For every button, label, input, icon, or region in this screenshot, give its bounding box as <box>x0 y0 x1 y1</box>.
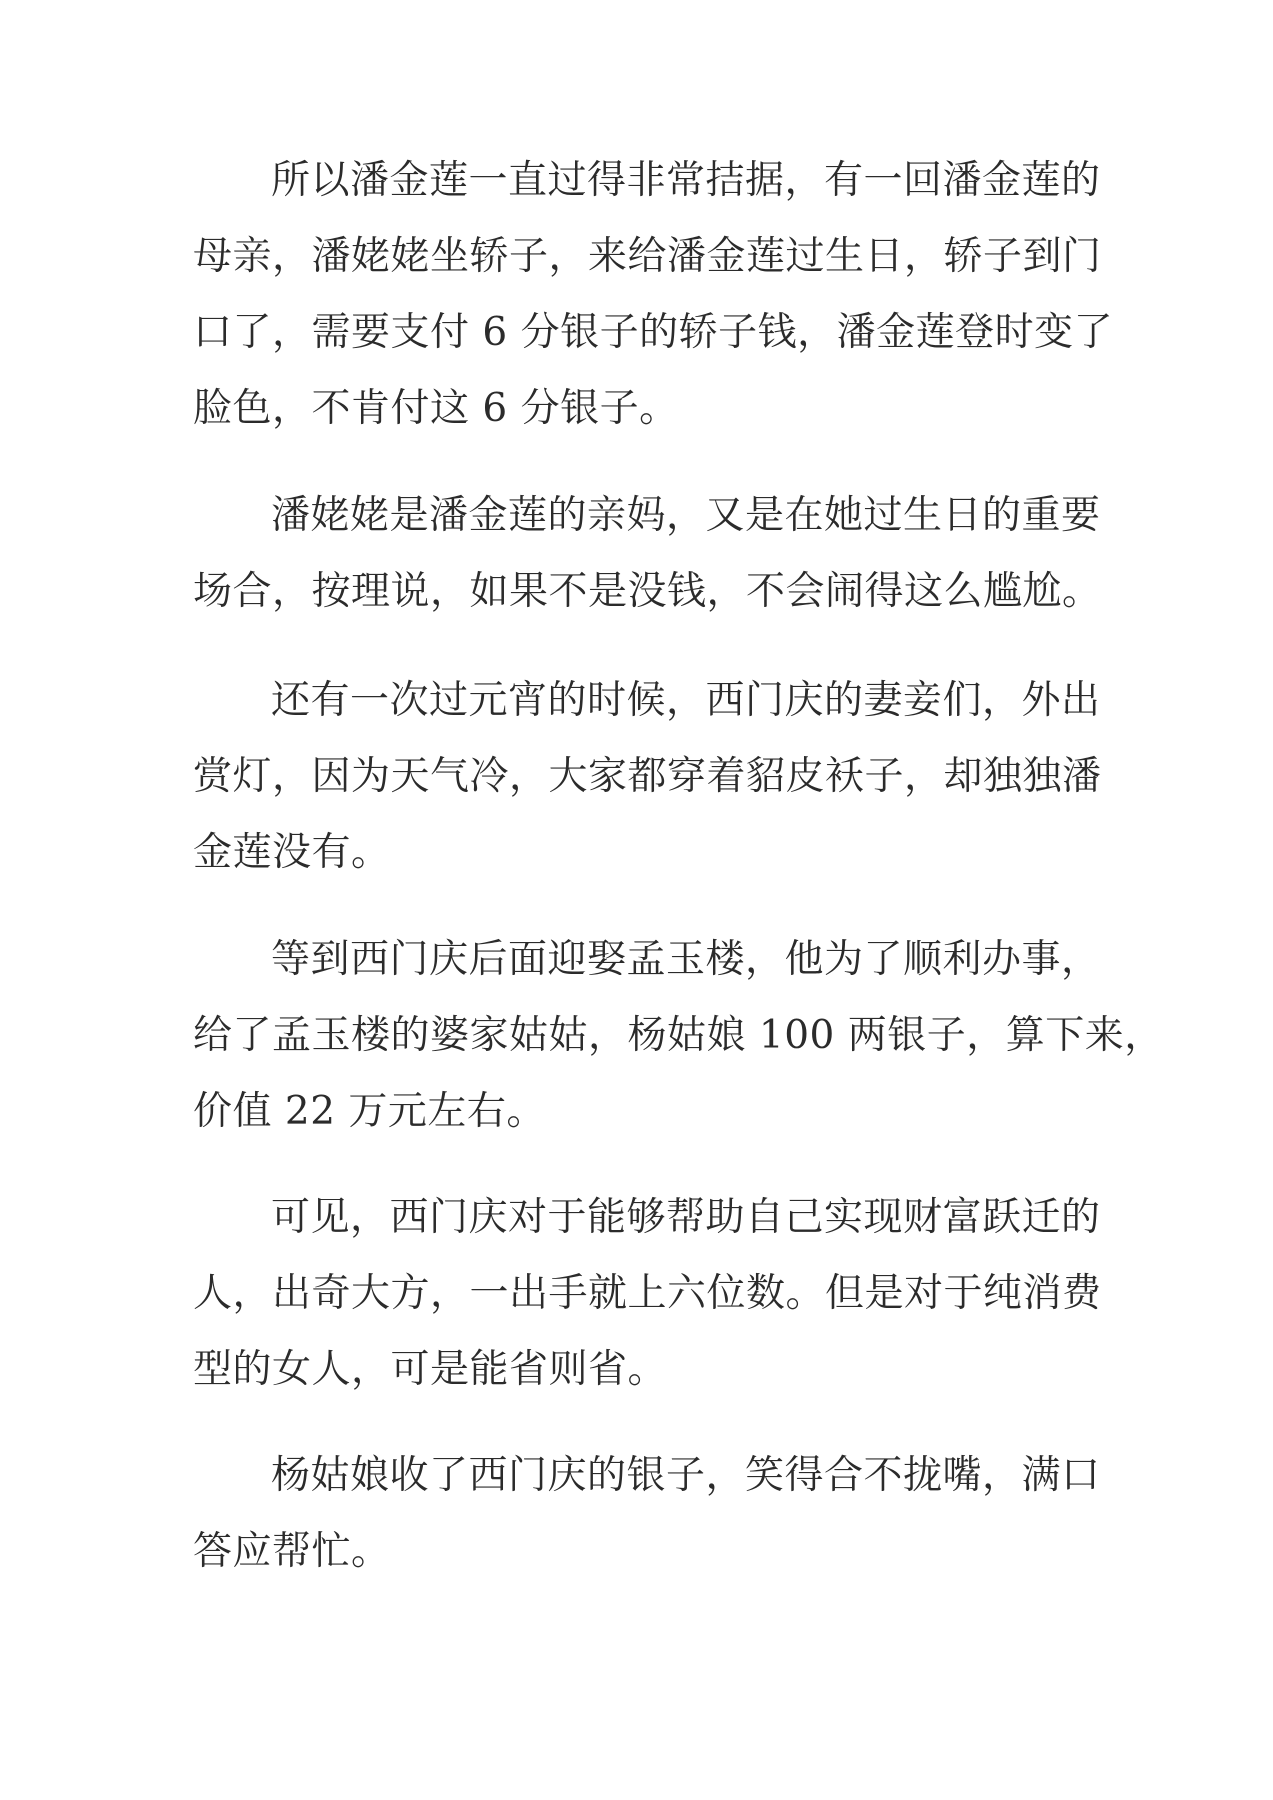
text-line: 可见，西门庆对于能够帮助自己实现财富跃迁的 <box>271 1195 1101 1240</box>
text-line: 场合，按理说，如果不是没钱，不会闹得这么尴尬。 <box>193 569 1102 614</box>
paragraph <box>193 663 1102 891</box>
text-line: 给了孟玉楼的婆家姑姑，杨姑娘 100 两银子，算下来， <box>193 1013 1164 1058</box>
text-line: 金莲没有。 <box>193 830 391 875</box>
paragraph <box>193 478 1102 630</box>
text-line: 答应帮忙。 <box>193 1529 391 1574</box>
text-line: 等到西门庆后面迎娶孟玉楼，他为了顺利办事， <box>271 937 1101 982</box>
text-line: 所以潘金莲一直过得非常拮据，有一回潘金莲的 <box>271 158 1101 203</box>
text-line: 还有一次过元宵的时候，西门庆的妻妾们，外出 <box>271 678 1101 723</box>
text-line: 潘姥姥是潘金莲的亲妈，又是在她过生日的重要 <box>271 493 1101 538</box>
text-line: 脸色，不肯付这 6 分银子。 <box>193 386 679 431</box>
paragraph <box>193 1438 1101 1590</box>
text-line: 型的女人，可是能省则省。 <box>193 1347 668 1392</box>
text-line: 母亲，潘姥姥坐轿子，来给潘金莲过生日，轿子到门 <box>193 234 1102 279</box>
text-line: 价值 22 万元左右。 <box>193 1089 546 1134</box>
text-line: 口了，需要支付 6 分银子的轿子钱，潘金莲登时变了 <box>193 310 1114 355</box>
paragraph <box>193 143 1114 447</box>
text-line: 赏灯，因为天气冷，大家都穿着貂皮袄子，却独独潘 <box>193 754 1102 799</box>
text-line: 杨姑娘收了西门庆的银子，笑得合不拢嘴，满口 <box>271 1453 1101 1498</box>
paragraph <box>193 1180 1102 1408</box>
paragraph <box>193 922 1164 1150</box>
text-line: 人，出奇大方，一出手就上六位数。但是对于纯消费 <box>193 1271 1102 1316</box>
